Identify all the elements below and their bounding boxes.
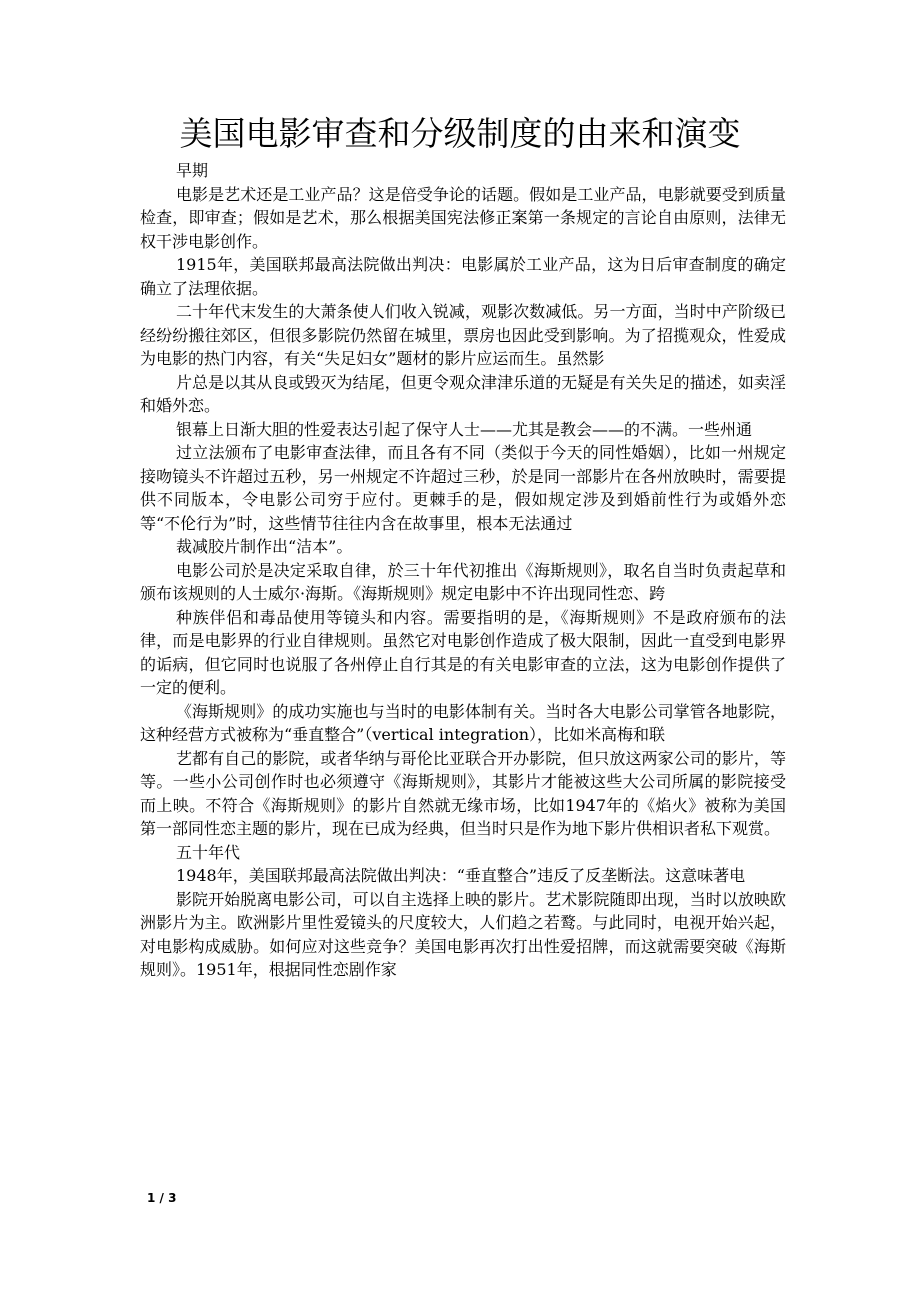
paragraph: 裁减胶片制作出“洁本”。 [176,537,353,556]
paragraph: 过立法颁布了电影审查法律，而且各有不同（类似于今天的同性婚姻），比如一州规定接吻镜头不许超过五秒，另一州规定不许超过三秒，於是同一部影片在各州放映时，需要提供不同版本，令电影公司穷于应付。更棘手的是，假如规定涉及到婚前性行为或婚外恋等“不伦行为”时，这些情节往往内含在故事里，根本无法通过 [140,443,786,533]
paragraph: 1915年，美国联邦最高法院做出判决：电影属於工业产品，这为日后审查制度的确定确立了法理依据。 [140,255,786,298]
paragraph: 影院开始脱离电影公司，可以自主选择上映的影片。艺术影院随即出现，当时以放映欧洲影片为主。欧洲影片里性爱镜头的尺度较大，人们趋之若鹜。与此同时，电视开始兴起，对电影构成威胁。如何应对这些竞争？美国电影再次打出性爱招牌，而这就需要突破《海斯规则》。1951年，根据同性恋剧作家 [140,889,786,979]
paragraph: 早期 [176,161,209,180]
paragraph: 1948年，美国联邦最高法院做出判决：“垂直整合”违反了反垄断法。这意味著电 [176,866,746,885]
paragraph: 五十年代 [176,842,241,862]
paragraph: 电影是艺术还是工业产品？这是倍受争论的话题。假如是工业产品，电影就要受到质量检查，即审查；假如是艺术，那么根据美国宪法修正案第一条规定的言论自由原则，法律无权干涉电影创作。 [140,184,786,251]
document-body [140,159,786,982]
page-number: 1 / 3 [147,1191,177,1205]
paragraph: 二十年代末发生的大萧条使人们收入锐减，观影次数减低。另一方面，当时中产阶级已经纷纷搬往郊区，但很多影院仍然留在城里，票房也因此受到影响。为了招揽观众，性爱成为电影的热门内容，有关“失足妇女”题材的影片应运而生。虽然影 [140,302,786,368]
paragraph: 片总是以其从良或毁灭为结尾，但更令观众津津乐道的无疑是有关失足的描述，如卖淫和婚外恋。 [140,372,786,415]
paragraph: 银幕上日渐大胆的性爱表达引起了保守人士——尤其是教会——的不满。一些州通 [176,419,753,439]
paragraph: 《海斯规则》的成功实施也与当时的电影体制有关。当时各大电影公司掌管各地影院，这种经营方式被称为“垂直整合”（vertical integration），比如米高梅和联 [140,701,786,744]
paragraph: 艺都有自己的影院，或者华纳与哥伦比亚联合开办影院，但只放这两家公司的影片，等等。一些小公司创作时也必须遵守《海斯规则》，其影片才能被这些大公司所属的影院接受而上映。不符合《海斯规则》的影片自然就无缘市场，比如1947年的《焰火》被称为美国第一部同性恋主题的影片，现在已成为经典，但当时只是作为地下影片供相识者私下观赏。 [140,748,786,838]
document-title: 美国电影审查和分级制度的由来和演变 [179,114,741,153]
paragraph: 种族伴侣和毒品使用等镜头和内容。需要指明的是，《海斯规则》不是政府颁布的法律，而是电影界的行业自律规则。虽然它对电影创作造成了极大限制，因此一直受到电影界的诟病，但它同时也说服了各州停止自行其是的有关电影审查的立法，这为电影创作提供了一定的便利。 [140,607,786,697]
paragraph: 电影公司於是决定采取自律，於三十年代初推出《海斯规则》，取名自当时负责起草和颁布该规则的人士威尔·海斯。《海斯规则》规定电影中不许出现同性恋、跨 [140,560,786,603]
